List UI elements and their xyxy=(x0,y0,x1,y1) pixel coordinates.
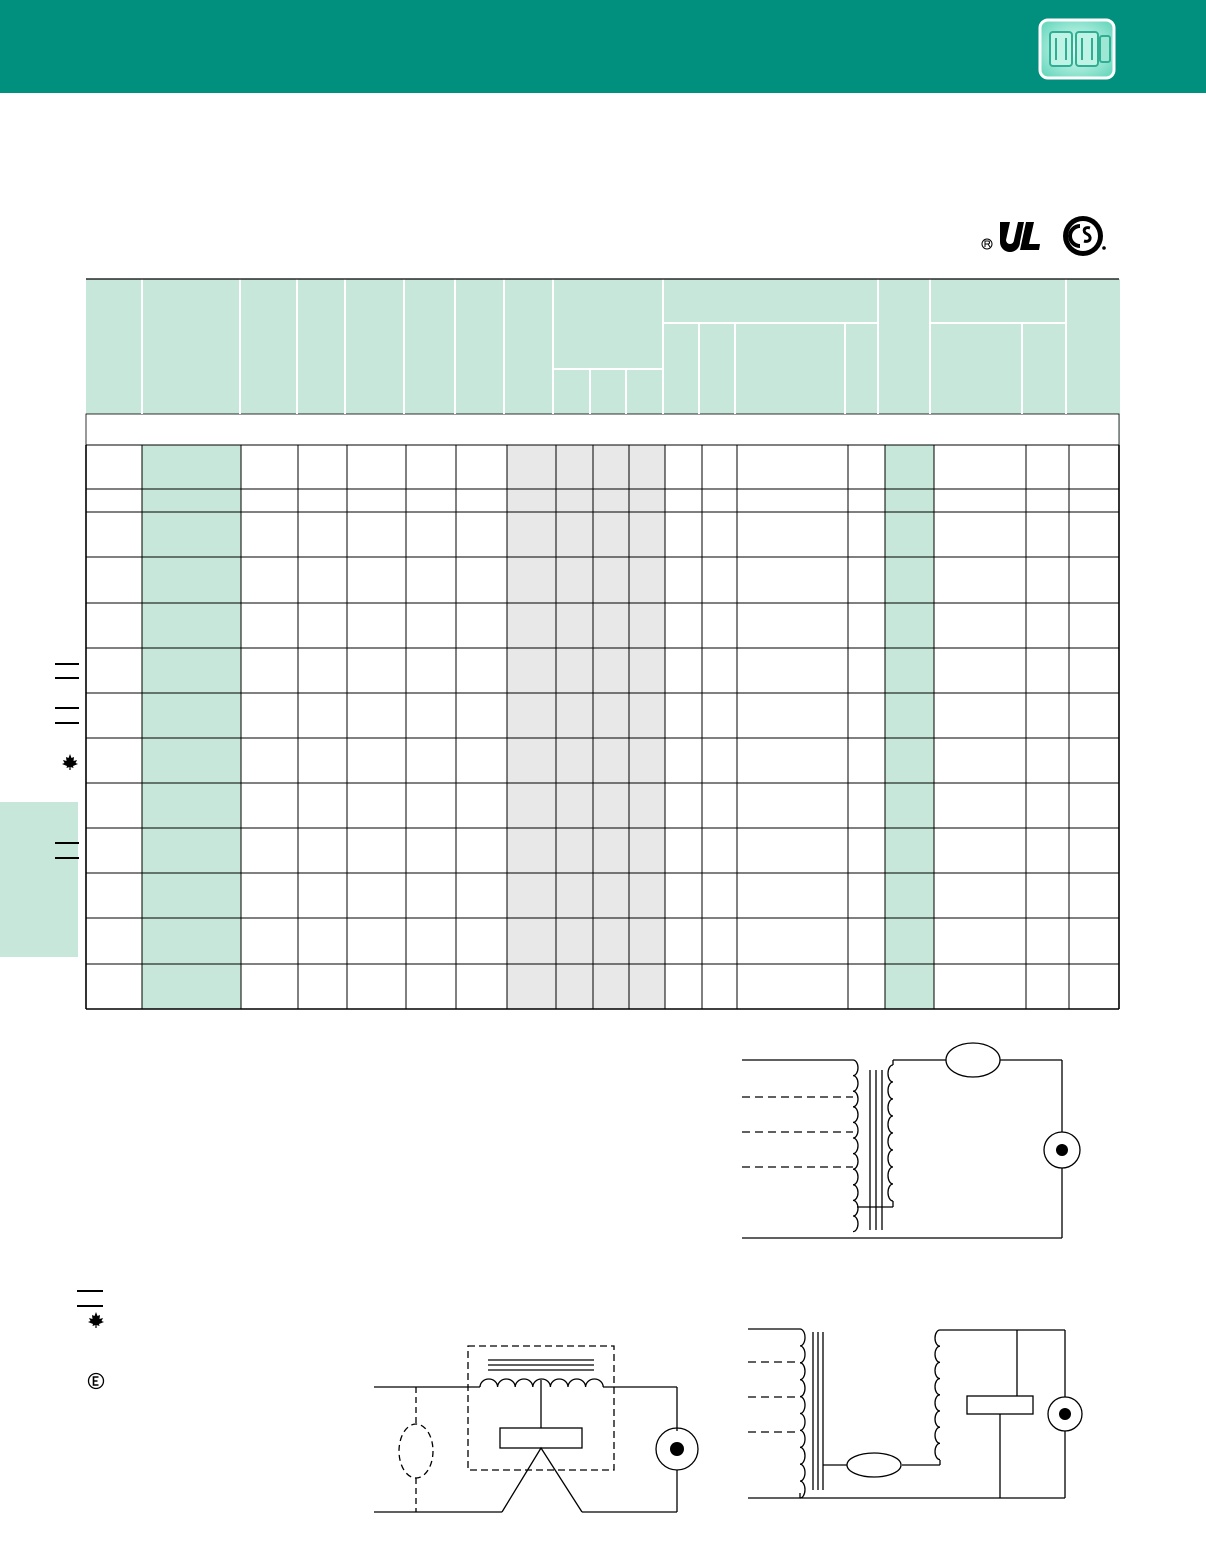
legend-rule xyxy=(77,1290,103,1292)
tinted-column xyxy=(885,445,934,1009)
legend-rule xyxy=(77,1305,103,1307)
autotransformer-ballast-circuit-diagram xyxy=(370,1340,705,1520)
maple-leaf-icon xyxy=(87,1311,105,1329)
e-in-circle-icon xyxy=(87,1372,105,1390)
tinted-column xyxy=(142,445,241,1009)
transformer-winding-circuit-diagram xyxy=(735,1035,1085,1250)
header-notes-row xyxy=(86,414,1119,445)
tapped-transformer-circuit-diagram xyxy=(740,1320,1090,1510)
table-body xyxy=(86,445,1119,1009)
shaded-column-group xyxy=(507,445,665,1009)
